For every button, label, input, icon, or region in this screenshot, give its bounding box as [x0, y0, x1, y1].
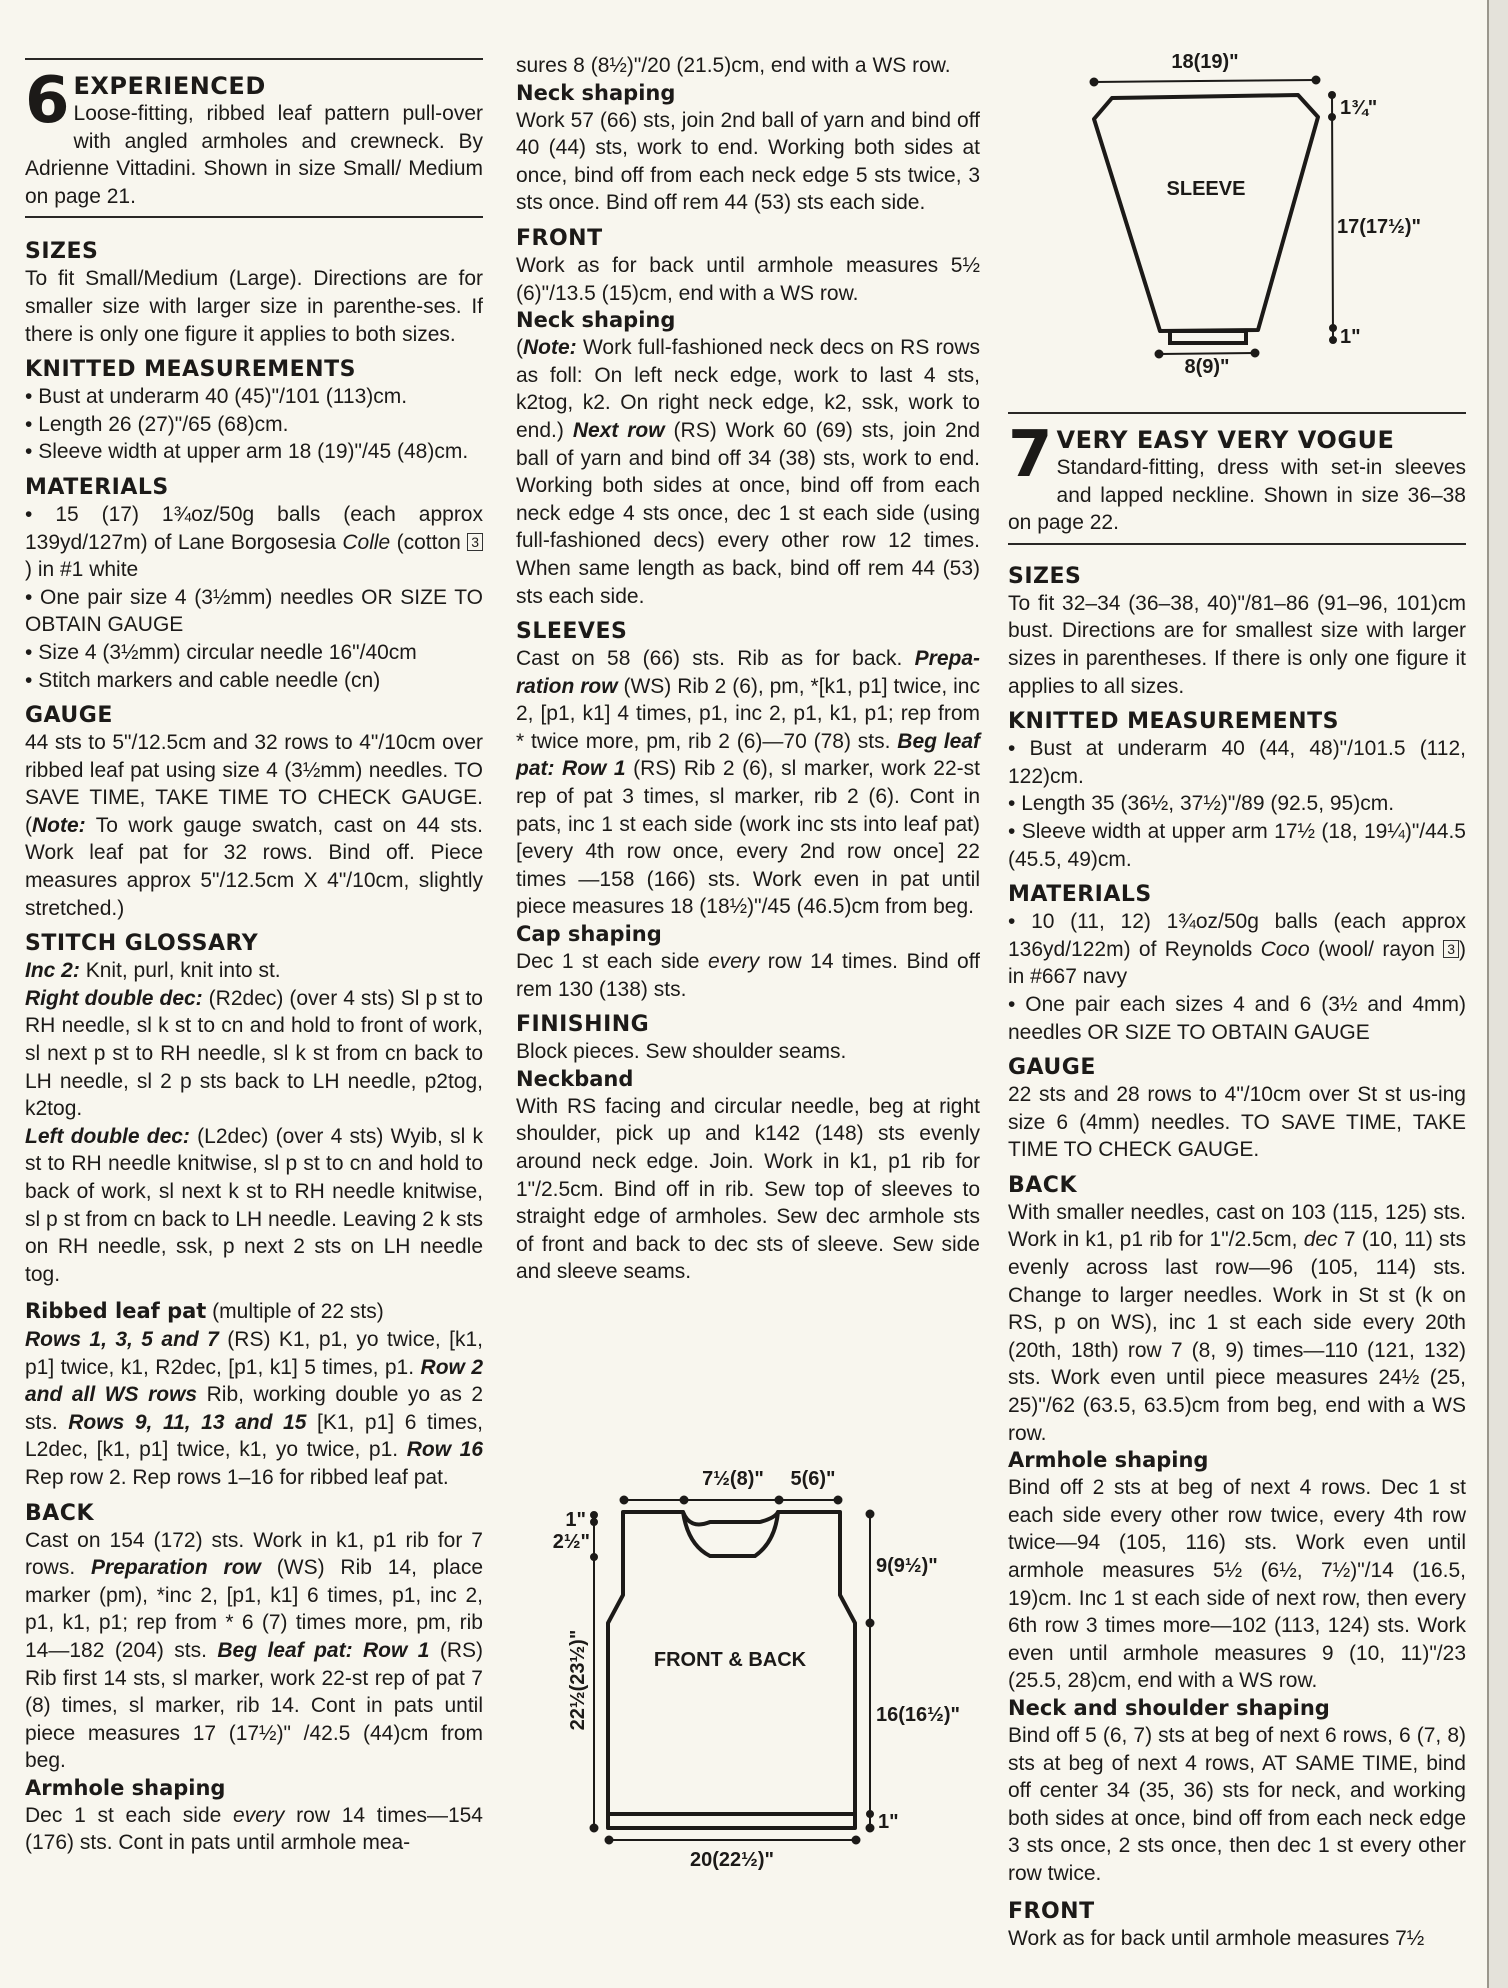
neck-text: Work 57 (66) sts, join 2nd ball of yarn and bind off 40 (44) sts, work to end. Working both sides at once, bind off from each neck edge 5 sts twice, 3 sts once. Bind off rem 44 (53) sts each side. — [516, 108, 980, 215]
dim-cuff-width: 8(9)" — [1184, 356, 1230, 378]
front-neck-text — [516, 334, 980, 610]
text: (RS) Work 60 (69) sts, join 2nd ball of yarn and bind off 34 (38) sts, work to end. Working both sides at once, bind off from each neck edge 4 sts once, dec 1 st each side (using full-fashioned decs) every other row 12 times. When same length as back, bind off rem 44 (53) sts each side. — [516, 418, 981, 608]
note-label: Note: — [523, 336, 577, 360]
front-text: Work as for back until armhole measures 5½ (6)"/13.5 (15)cm, end with a WS row. — [516, 253, 980, 305]
measurement-text: Length 26 (27)"/65 (68)cm. — [38, 412, 289, 436]
section-heading: BACK — [1008, 1172, 1077, 1198]
row-label: Row 16 — [406, 1438, 483, 1462]
leaf-pattern — [25, 1298, 483, 1326]
measurement-item: • Length 35 (36½, 37½)"/89 (92.5, 95)cm. — [1008, 792, 1395, 816]
measurement-item: • Length 26 (27)"/65 (68)cm. — [25, 412, 289, 436]
text: every — [233, 1803, 285, 1827]
armhole-text-cont: sures 8 (8½)"/20 (21.5)cm, end with a WS row. — [516, 54, 951, 77]
pattern-number: 7 — [1008, 418, 1053, 492]
materials-text: One pair each sizes 4 and 6 (3½ and 4mm) needles OR SIZE TO OBTAIN GAUGE — [1008, 992, 1466, 1044]
subheading: Armhole shaping — [1008, 1448, 1209, 1473]
row-label: Rows 1, 3, 5 and 7 — [25, 1327, 219, 1351]
materials-item: • Stitch markers and cable needle (cn) — [25, 668, 381, 692]
text: (multiple of 22 sts) — [206, 1300, 384, 1324]
glossary-item — [25, 985, 483, 1123]
finishing-text: Block pieces. Sew shoulder seams. — [516, 1040, 847, 1064]
subheading: Neck and shoulder shaping — [1008, 1695, 1330, 1720]
pattern-6-intro — [25, 64, 483, 210]
section-heading: MATERIALS — [25, 474, 169, 500]
section-heading: MATERIALS — [1008, 882, 1152, 908]
section-heading: GAUGE — [25, 703, 113, 729]
dim-total-length: 22½(23½)" — [567, 1629, 589, 1731]
materials-text: Stitch markers and cable needle (cn) — [38, 668, 381, 692]
piece-label: FRONT & BACK — [653, 1649, 807, 1671]
pattern-description: Loose-fitting, ribbed leaf pattern pull-over with angled armholes and crewneck. By Adrienne Vittadini. Shown in size Small/ Medium on page 21. — [25, 102, 483, 208]
row-label: Rows 9, 11, 13 and 15 — [68, 1410, 307, 1434]
dim-width: 20(22½)" — [690, 1849, 774, 1871]
dim-neck-depth-2: 2½" — [552, 1531, 590, 1553]
neck-text: Bind off 5 (6, 7) sts at beg of next 6 rows, 6 (7, 8) sts at beg of next 4 rows, AT SAME TIME, bind off center 34 (35, 36) sts for neck, and working both sides at once, bind off from each neck edge 3 sts once, 2 sts once, then dec 1 st every other row twice. — [1008, 1723, 1466, 1885]
note-label: Note: — [32, 813, 86, 837]
gauge-text — [25, 729, 483, 922]
column-left — [25, 58, 483, 1857]
text: every — [707, 950, 760, 974]
text: To work gauge swatch, cast on 44 sts. Work leaf pat for 32 rows. Bind off. Piece measures approx 5"/12.5cm X 4"/10cm, slightly stretched.) — [25, 813, 483, 920]
text: Work full-fashioned neck decs on RS rows as foll: On left neck edge, work to last 4 sts, k2tog, k2. On right neck edge, k2, ssk, work to end.) — [516, 336, 980, 442]
text: Rib, working double yo as 2 sts. — [25, 1383, 484, 1434]
cap-text — [516, 948, 980, 1003]
measurement-item: • Sleeve width at upper arm 17½ (18, 19¼)"/44.5 (45.5, 49)cm. — [1008, 819, 1466, 871]
term: Right double dec: — [25, 986, 203, 1010]
sleeves-text — [516, 645, 980, 921]
measurement-item: • Sleeve width at upper arm 18 (19)"/45 (48)cm. — [25, 440, 469, 464]
section-heading: GAUGE — [1008, 1055, 1096, 1081]
page-gutter — [1487, 0, 1508, 1988]
dim-cuff-depth: 1" — [1340, 326, 1361, 348]
pattern-7-intro — [1008, 418, 1466, 537]
term: Inc 2: — [25, 959, 80, 983]
subheading: Neckband — [516, 1066, 634, 1091]
text: (RS) K1, p1, yo twice, [k1, p1] twice, k1, R2dec, [p1, k1] 5 times, p1. — [25, 1327, 483, 1379]
measurement-item: • Bust at underarm 40 (45)"/101 (113)cm. — [25, 385, 408, 409]
section-heading: STITCH GLOSSARY — [25, 931, 259, 957]
text: (WS) Rib 2 (6), pm, *[k1, p1] twice, inc 2, [p1, k1] 4 times, p1, inc 2, p1, k1, p1; rep from * twice more, pm, rib 2 (6)—70 (78) sts. — [516, 674, 980, 753]
dim-neck-depth-1: 1" — [565, 1509, 586, 1531]
row-label: Prepa-ration row — [516, 647, 980, 698]
glossary-item — [25, 957, 483, 985]
back-text — [1008, 1199, 1466, 1447]
section-heading: FINISHING — [516, 1012, 650, 1038]
sleeve-schematic — [1060, 30, 1460, 380]
column-middle — [516, 52, 980, 1286]
dim-shoulder-width: 5(6)" — [790, 1468, 836, 1490]
definition: (L2dec) (over 4 sts) Wyib, sl k st to RH needle knitwise, sl p st to cn and hold to back of work, sl next k st to RH needle knitwise, sl p st from cn back to LH needle. Leaving 2 k sts on RH needle, ssk, p next 2 sts on LH needle tog. — [25, 1124, 483, 1286]
subheading: Neck shaping — [516, 308, 676, 333]
pattern-title: EXPERIENCED — [73, 72, 266, 100]
text: Dec 1 st each side — [516, 950, 708, 974]
text: ( — [516, 336, 523, 360]
subheading: Neck shaping — [516, 80, 676, 105]
subheading: Cap shaping — [516, 922, 662, 947]
text: (RS) Rib 2 (6), sl marker, work 22-st rep of pat 3 times, sl marker, rib 2 (6). Cont in pats, inc 1 st each side (work inc sts into leaf pat) [every 4th row once, every 2nd row once] 22 times —158 (166) sts. Work even in pat until piece measures 18 (18½)"/45 (46.5)cm from beg. — [516, 757, 980, 919]
text: Cast on 154 (172) sts. Work in k1, p1 rib for 7 rows. — [25, 1528, 483, 1580]
materials-text: (cotton — [390, 530, 468, 554]
measurement-text: Bust at underarm 40 (44, 48)"/101.5 (112, 122)cm. — [1008, 737, 1466, 788]
measurement-text: Sleeve width at upper arm 18 (19)"/45 (48)cm. — [38, 440, 469, 464]
section-heading: SIZES — [25, 239, 99, 265]
text: Cast on 58 (66) sts. Rib as for back. — [516, 647, 915, 671]
text: dec — [1303, 1228, 1338, 1252]
definition: Knit, purl, knit into st. — [79, 959, 281, 983]
text: row 14 times. Bind off rem 130 (138) sts. — [516, 950, 981, 1001]
subheading: Armhole shaping — [25, 1775, 226, 1800]
sizes-text: To fit Small/Medium (Large). Directions are for smaller size with larger size in parenthe-ses. If there is only one figure it applies to both sizes. — [25, 267, 483, 346]
materials-text: ) in #667 navy — [1008, 937, 1466, 989]
materials-text: ) in #1 white — [25, 558, 139, 582]
measurement-text: Length 35 (36½, 37½)"/89 (92.5, 95)cm. — [1021, 792, 1395, 816]
text: (WS) Rib 14, place marker (pm), *inc 2, [p1, k1] 6 times, p1, inc 2, p1, k1, p1; rep from * 6 (7) times more, pm, rib 14—182 (204) sts. — [25, 1556, 483, 1662]
front-text: Work as for back until armhole measures 7½ — [1008, 1926, 1425, 1950]
divider — [25, 58, 483, 60]
dim-sleeve-length: 17(17½)" — [1337, 216, 1421, 238]
yarn-weight-icon: 3 — [467, 533, 483, 551]
glossary-item — [25, 1123, 483, 1289]
text: (RS) Rib first 14 sts, sl marker, work 22-st rep of pat 7 (8) times, sl marker, rib 14. Cont in pats until piece measures 17 (17½)" /42.5 (44)cm from beg. — [25, 1638, 484, 1773]
text: Rep row 2. Rep rows 1–16 for ribbed leaf pat. — [25, 1465, 449, 1489]
text: Dec 1 st each side — [25, 1803, 234, 1827]
divider — [1008, 412, 1466, 414]
row-label: Beg leaf pat: Row 1 — [217, 1638, 430, 1662]
neckband-text: With RS facing and circular needle, beg at right shoulder, pick up and k142 (148) sts evenly around neck edge. Join. Work in k1, p1 rib for 1"/2.5cm. Bind off in rib. Sew top of sleeves to straight edge of armholes. Sew dec armhole sts of front and back to dec sts of sleeve. Sew side and sleeve seams. — [516, 1094, 980, 1284]
yarn-name: Colle — [342, 530, 391, 554]
dim-body-length: 16(16½)" — [876, 1704, 960, 1726]
materials-text: (wool/ rayon — [1309, 937, 1444, 961]
dim-armhole-depth: 9(9½)" — [876, 1555, 938, 1577]
materials-item: • 10 (11, 12) 1¾oz/50g balls (each approx 136yd/122m) of Reynolds Coco (wool/ rayon 3 ) in #667 navy — [1008, 910, 1466, 989]
pattern-description: Standard-fitting, dress with set-in sleeves and lapped neckline. Shown in size 36–38 on page 22. — [1008, 456, 1466, 535]
row-label: Beg leaf pat: Row 1 — [516, 729, 980, 781]
term: Left double dec: — [25, 1124, 190, 1148]
front-back-schematic — [530, 1450, 1000, 1920]
text: row 14 times—154 (176) sts. Cont in pats until armhole mea- — [25, 1803, 483, 1855]
definition: (R2dec) (over 4 sts) Sl p st to RH needle, sl k st to cn and hold to front of work, sl next p st to RH needle, sl k st from cn back to LH needle, sl 2 p sts back to LH needle, p2tog, k2tog. — [25, 986, 483, 1121]
measurement-item: • Bust at underarm 40 (44, 48)"/101.5 (112, 122)cm. — [1008, 737, 1466, 788]
gauge-text: 22 sts and 28 rows to 4"/10cm over St st us-ing size 6 (4mm) needles. TO SAVE TIME, TAKE TIME TO CHECK GAUGE. — [1008, 1083, 1466, 1162]
column-right — [1008, 412, 1466, 1952]
pattern-number: 6 — [25, 64, 70, 138]
text: With smaller needles, cast on 103 (115, 125) sts. Work in k1, p1 rib for 1"/2.5cm, — [1008, 1200, 1466, 1252]
section-heading: SIZES — [1008, 563, 1082, 589]
section-heading: KNITTED MEASUREMENTS — [25, 357, 356, 383]
pattern-title: VERY EASY VERY VOGUE — [1056, 426, 1395, 454]
dim-upper-width: 18(19)" — [1171, 51, 1239, 73]
text: [K1, p1] 6 times, L2dec, [k1, p1] twice, k1, yo twice, p1. — [25, 1410, 483, 1462]
measurement-text: Sleeve width at upper arm 17½ (18, 19¼)"/44.5 (45.5, 49)cm. — [1008, 819, 1466, 871]
materials-item: • 15 (17) 1¾oz/50g balls (each approx 139yd/127m) of Lane Borgosesia Colle (cotton 3) in #1 white — [25, 502, 483, 582]
section-heading: FRONT — [1008, 1898, 1095, 1924]
materials-item: • Size 4 (3½mm) circular needle 16"/40cm — [25, 640, 417, 664]
sizes-text: To fit 32–34 (36–38, 40)"/81–86 (91–96, 101)cm bust. Directions are for smallest size with larger sizes in parentheses. If there is only one figure it applies to all sizes. — [1008, 591, 1466, 698]
leaf-pattern-rows — [25, 1326, 483, 1492]
section-heading: BACK — [25, 1500, 94, 1526]
materials-text: One pair size 4 (3½mm) needles OR SIZE TO OBTAIN GAUGE — [25, 585, 484, 637]
text: 44 sts to 5"/12.5cm and 32 rows to 4"/10cm over ribbed leaf pat using size 4 (3½mm) needles. TO SAVE TIME, TAKE TIME TO CHECK GAUGE. ( — [25, 731, 483, 837]
armhole-text: Bind off 2 sts at beg of next 4 rows. Dec 1 st each side every other row twice, every 4th row twice—94 (105, 116) sts. Work even until armhole measures 5½ (6½, 7½)"/14 (16.5, 19)cm. Inc 1 st each side of next row, then every 6th row 3 times more—102 (113, 124) sts. Work even until armhole measures 9 (10, 11)"/23 (25.5, 28)cm, end with a WS row. — [1008, 1476, 1466, 1693]
dim-cap-depth: 1¾" — [1340, 97, 1378, 119]
measurement-text: Bust at underarm 40 (45)"/101 (113)cm. — [38, 385, 408, 409]
row-label: Preparation row — [91, 1556, 261, 1580]
subheading: Ribbed leaf pat — [25, 1299, 207, 1324]
dim-neck-width: 7½(8)" — [702, 1468, 764, 1490]
back-text — [25, 1527, 483, 1775]
materials-text: 15 (17) 1¾oz/50g balls (each approx 139yd/127m) of Lane Borgosesia — [25, 502, 483, 554]
piece-label: SLEEVE — [1166, 178, 1246, 200]
materials-item: • One pair each sizes 4 and 6 (3½ and 4mm) needles OR SIZE TO OBTAIN GAUGE — [1008, 992, 1466, 1044]
section-heading: KNITTED MEASUREMENTS — [1008, 709, 1339, 735]
section-heading: FRONT — [516, 225, 603, 251]
dim-rib-depth: 1" — [878, 1811, 899, 1833]
armhole-text — [25, 1802, 483, 1857]
text: 7 (10, 11) sts evenly across last row—96 (105, 114) sts. Change to larger needles. Work in St st (k on RS, p on WS), inc 1 st each side every 20th (20th, 18th) row 7 (8, 9) times—110 (121, 132) sts. Work even until piece measures 24½ (25, 25)"/62 (63.5, 63.5)cm from beg, end with a WS row. — [1008, 1228, 1466, 1445]
materials-text: 10 (11, 12) 1¾oz/50g balls (each approx 136yd/122m) of Reynolds — [1008, 910, 1466, 961]
yarn-weight-icon: 3 — [1443, 940, 1459, 958]
yarn-name: Coco — [1260, 937, 1310, 961]
row-label: Row 2 and all WS rows — [25, 1355, 484, 1407]
materials-item: • One pair size 4 (3½mm) needles OR SIZE TO OBTAIN GAUGE — [25, 585, 484, 637]
section-heading: SLEEVES — [516, 619, 628, 645]
row-label: Next row — [572, 418, 665, 442]
materials-text: Size 4 (3½mm) circular needle 16"/40cm — [38, 640, 417, 664]
